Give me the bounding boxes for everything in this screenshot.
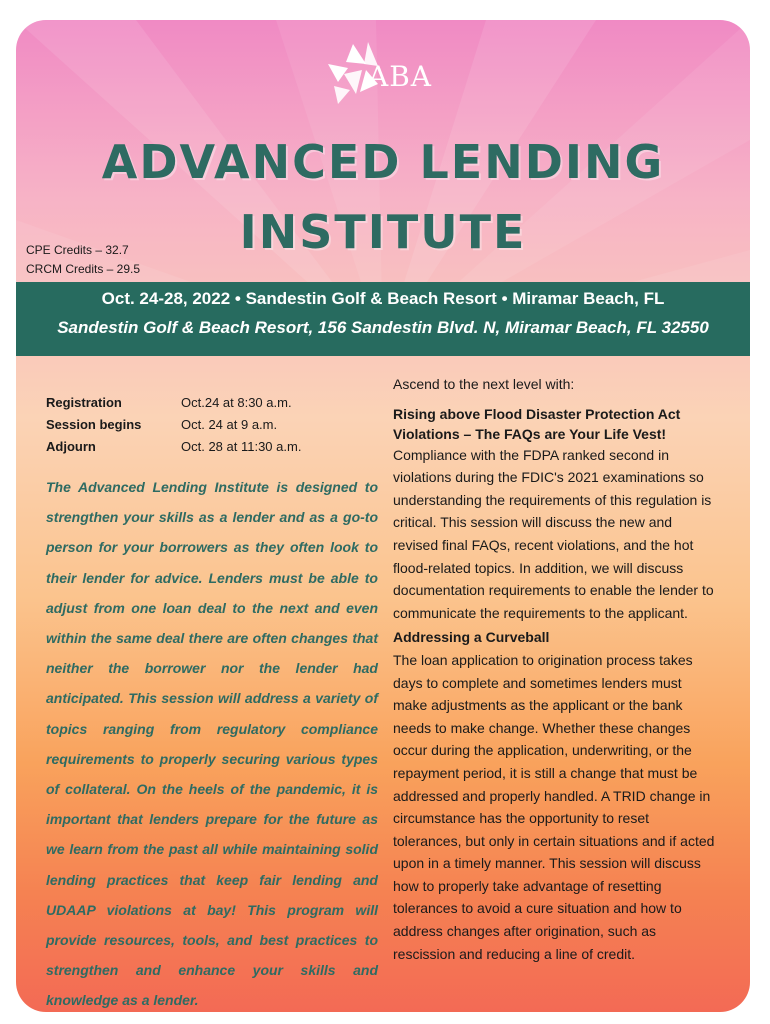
cpe-credits: CPE Credits – 32.7	[26, 243, 129, 257]
schedule-label: Adjourn	[46, 439, 96, 454]
banner-dates: Oct. 24-28, 2022 • Sandestin Golf & Beach Resort • Miramar Beach, FL	[101, 289, 665, 308]
schedule-value: Oct. 28 at 11:30 a.m.	[181, 439, 302, 454]
schedule	[46, 392, 346, 458]
credits-block	[26, 241, 140, 279]
session-description: The loan application to origination process takes days to complete and sometimes lenders must make adjustments as the applicant or the bank needs to make change. Whether these changes occur during the application, underwriting, or the repayment period, it is still a change that must be addressed and properly handled. A TRID change in circumstance has the opportunity to reset tolerances, but only in certain situations and if acted upon in a timely manner. This session will discuss how to properly take advantage of resetting tolerances to avoid a cure situation and how to address changes after origination, such as rescission and reducing a line of credit.	[393, 651, 715, 962]
schedule-row	[46, 414, 346, 436]
logo-text: ABA	[368, 60, 433, 93]
schedule-label: Session begins	[46, 417, 142, 432]
banner-address: Sandestin Golf & Beach Resort, 156 Sandestin Blvd. N, Miramar Beach, FL 32550	[57, 318, 709, 337]
crcm-credits: CRCM Credits – 29.5	[26, 262, 141, 276]
program-description: The Advanced Lending Institute is designed to strengthen your skills as a lender and as a go-to person for your borrowers as they often look to their lender for advice. Lenders must be able to adjust from one loan deal to the next and even within the same deal there are often changes that neither the borrower nor the lender had anticipated. This session will address a variety of topics ranging from regulatory compliance requirements to properly securing various types of collateral. On the heels of the pandemic, it is important that lenders prepare for the future as we learn from the past all while maintaining solid lending practices that keep fair lending and UDAAP violations at bay! This program will provide resources, tools, and best practices to strengthen and enhance your skills and knowledge as a lender.	[46, 479, 378, 1009]
event-banner	[16, 282, 750, 356]
flyer-page	[16, 20, 750, 1012]
sessions-lead: Ascend to the next level with:	[393, 376, 575, 392]
schedule-value: Oct. 24 at 9 a.m.	[181, 417, 278, 432]
schedule-row	[46, 436, 346, 458]
schedule-row	[46, 392, 346, 414]
session-heading: Rising above Flood Disaster Protection Act Violations – The FAQs are Your Life Vest!	[393, 405, 681, 442]
schedule-label: Registration	[46, 395, 122, 410]
schedule-value: Oct.24 at 8:30 a.m.	[181, 395, 292, 410]
page-title-line2: INSTITUTE	[239, 205, 527, 259]
sessions-column	[393, 373, 719, 965]
session-heading: Addressing a Curveball	[393, 629, 550, 646]
page-title-line1: ADVANCED LENDING	[101, 135, 665, 189]
session-description: Compliance with the FDPA ranked second in violations during the FDIC's 2021 examinations so understanding the requirements of this regulation is critical. This session will discuss the new and revised final FAQs, recent violations, and the hot flood-related topics. In addition, we will discuss documentation requirements to enable the lender to communicate the requirements to the applicant.	[393, 446, 714, 621]
